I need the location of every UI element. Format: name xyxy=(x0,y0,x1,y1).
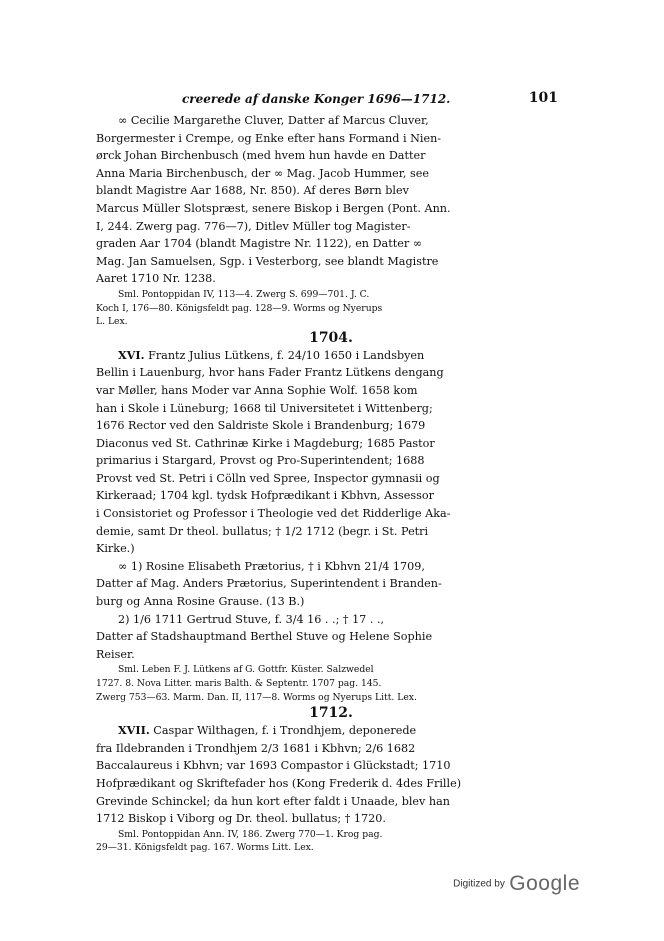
digitized-label: Digitized by xyxy=(453,878,505,890)
text-line: Anna Maria Birchenbusch, der ∞ Mag. Jacob Hummer, see xyxy=(96,166,429,180)
text-line: Kirke.) xyxy=(96,542,135,556)
text-line: i Consistoriet og Professor i Theologie ved det Ridderlige Aka- xyxy=(96,507,451,521)
intro-paragraph xyxy=(96,112,566,288)
text-line: primarius i Stargard, Provst og Pro-Superintendent; 1688 xyxy=(96,454,425,468)
marriage-line: 2) 1/6 1711 Gertrud Stuve, f. 3/4 16 . .; † 17 . ., xyxy=(118,612,385,626)
text-line: Aaret 1710 Nr. 1238. xyxy=(96,272,216,286)
text-line: blandt Magistre Aar 1688, Nr. 850). Af deres Børn blev xyxy=(96,184,409,198)
text-line: Caspar Wilthagen, f. i Trondhjem, deponerede xyxy=(153,724,417,738)
text-line: Kirkeraad; 1704 kgl. tydsk Hofprædikant i Kbhvn, Assessor xyxy=(96,489,434,503)
text-line: ∞ Cecilie Margarethe Cluver, Datter af Marcus Cluver, xyxy=(118,114,429,127)
entry-first-line xyxy=(96,722,566,740)
text-line: Hofprædikant og Skriftefader hos (Kong Frederik d. 4des Frille) xyxy=(96,776,462,790)
marriage-line: Datter af Stadshauptmand Berthel Stuve og Helene Sophie xyxy=(96,630,433,644)
text-line: fra Ildebranden i Trondhjem 2/3 1681 i Kbhvn; 2/6 1682 xyxy=(96,741,416,755)
source-line: 1727. 8. Nova Litter. maris Balth. & Septentr. 1707 pag. 145. xyxy=(96,678,382,689)
text-line: han i Skole i Lüneburg; 1668 til Universitetet i Wittenberg; xyxy=(96,401,433,415)
intro-sources xyxy=(96,288,566,329)
page-header xyxy=(96,90,566,112)
text-line: Mag. Jan Samuelsen, Sgp. i Vesterborg, see blandt Magistre xyxy=(96,254,439,268)
text-line: demie, samt Dr theol. bullatus; † 1/2 1712 (begr. i St. Petri xyxy=(96,524,429,538)
text-line: I, 244. Zwerg pag. 776—7), Ditlev Müller tog Magister- xyxy=(96,219,411,233)
source-line: Sml. Leben F. J. Lütkens af G. Gottfr. Küster. Salzwedel xyxy=(118,664,374,676)
year-heading-1712: 1712. xyxy=(309,705,353,722)
running-title: creerede af danske Konger 1696—1712. xyxy=(182,92,451,106)
marriage-line: burg og Anna Rosine Grause. (13 B.) xyxy=(96,595,305,609)
source-line: L. Lex. xyxy=(96,316,128,328)
text-line: ørck Johan Birchenbusch (med hvem hun havde en Datter xyxy=(96,149,426,163)
text-line: Frantz Julius Lütkens, f. 24/10 1650 i Landsbyen xyxy=(148,348,425,362)
text-line: graden Aar 1704 (blandt Magistre Nr. 1122), en Datter ∞ xyxy=(96,237,423,251)
marriage-line: ∞ 1) Rosine Elisabeth Prætorius, † i Kbhvn 21/4 1709, xyxy=(118,559,425,573)
text-line: 1676 Rector ved den Saldriste Skole i Brandenburg; 1679 xyxy=(96,419,426,433)
text-line: Baccalaureus i Kbhvn; var 1693 Compastor i Glückstadt; 1710 xyxy=(96,759,451,773)
entry-xvi-sources xyxy=(96,663,566,704)
book-page xyxy=(96,90,566,855)
text-line: Diaconus ved St. Cathrinæ Kirke i Magdeburg; 1685 Pastor xyxy=(96,436,435,450)
text-line: Provst ved St. Petri i Cölln ved Spree, Inspector gymnasii og xyxy=(96,471,440,485)
marriage-line: Reiser. xyxy=(96,647,135,661)
marriage-line: Datter af Mag. Anders Prætorius, Superintendent i Branden- xyxy=(96,577,442,591)
source-line: 29—31. Königsfeldt pag. 167. Worms Litt. Lex. xyxy=(96,842,314,854)
source-line: Koch I, 176—80. Königsfeldt pag. 128—9. Worms og Nyerups xyxy=(96,302,383,314)
entry-xvii xyxy=(96,722,566,828)
entry-first-line xyxy=(96,347,566,365)
year-heading-1704: 1704. xyxy=(309,329,353,346)
text-line: var Møller, hans Moder var Anna Sophie Wolf. 1658 kom xyxy=(96,383,418,397)
digitized-watermark xyxy=(453,872,580,896)
text-line: Marcus Müller Slotspræst, senere Biskop i Bergen (Pont. Ann. xyxy=(96,201,451,215)
text-line: Bellin i Lauenburg, hvor hans Fader Frantz Lütkens dengang xyxy=(96,366,444,380)
google-logo: Google xyxy=(509,872,580,895)
text-line: Grevinde Schinckel; da hun kort efter faldt i Unaade, blev han xyxy=(96,794,451,808)
source-line: Zwerg 753—63. Marm. Dan. II, 117—8. Worms og Nyerups Litt. Lex. xyxy=(96,691,417,703)
entry-number: XVII. xyxy=(118,723,150,738)
entry-xvii-sources xyxy=(96,828,566,855)
text-line: 1712 Biskop i Viborg og Dr. theol. bullatus; † 1720. xyxy=(96,812,386,826)
page-number: 101 xyxy=(528,90,558,106)
source-line: Sml. Pontoppidan IV, 113—4. Zwerg S. 699—701. J. C. xyxy=(118,288,370,300)
source-line: Sml. Pontoppidan Ann. IV, 186. Zwerg 770—1. Krog pag. xyxy=(118,828,383,840)
entry-xvi xyxy=(96,347,566,664)
entry-number: XVI. xyxy=(118,347,145,362)
text-line: Borgermester i Crempe, og Enke efter hans Formand i Nien- xyxy=(96,131,442,145)
